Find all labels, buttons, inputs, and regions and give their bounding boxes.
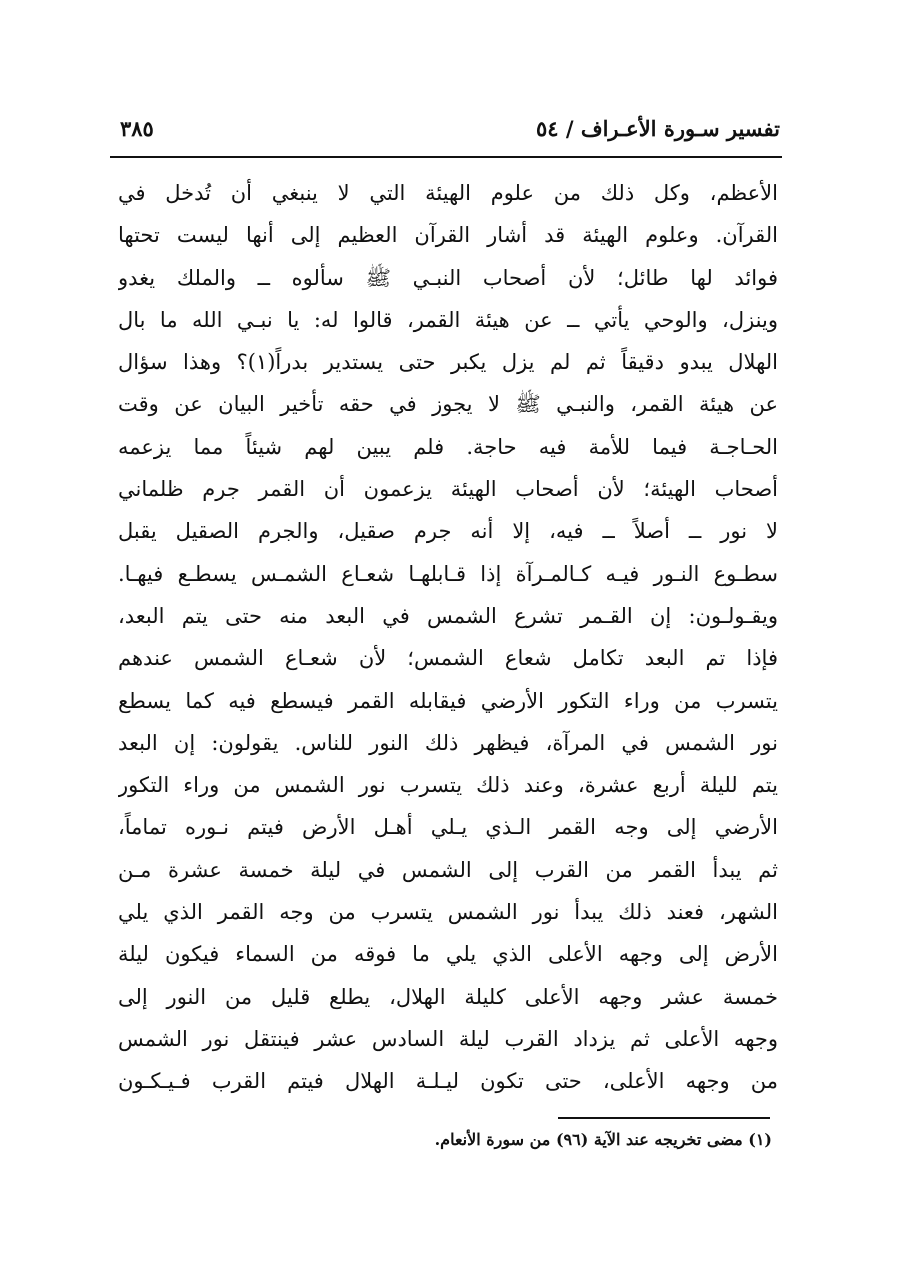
text-line: القرآن. وعلوم الهيئة قد أشار القرآن العظيم إلى أنها ليست تحتها <box>118 223 778 248</box>
text-line: فوائد لها طائل؛ لأن أصحاب النبـي ﷺ سألوه ــ والملك يغدو <box>118 265 778 290</box>
text-line: الشهر، فعند ذلك يبدأ نور الشمس يتسرب من وجه القمر الذي يلي <box>118 900 778 925</box>
text-line: يتسرب من وراء التكور الأرضي فيقابله القمر فيسطع فيه كما يسطع <box>118 688 778 713</box>
text-line: نور الشمس في المرآة، فيظهر ذلك النور للناس. يقولون: إن البعد <box>118 730 778 755</box>
running-header <box>110 112 780 152</box>
page-number: ٣٨٥ <box>120 116 154 141</box>
header-title: تفسير سـورة الأعـراف / ٥٤ <box>535 116 780 141</box>
footnote-rule <box>558 1117 770 1119</box>
text-line: وجهه الأعلى ثم يزداد القرب ليلة السادس عشر فينتقل نور الشمس <box>118 1026 778 1051</box>
text-line: ويقـولـون: إن القـمر تشرع الشمس في البعد منه حتى يتم البعد، <box>118 603 778 628</box>
text-line: الهلال يبدو دقيقاً ثم لم يزل يكبر حتى يستدير بدراً(١)؟ وهذا سؤال <box>118 350 778 375</box>
text-line: أصحاب الهيئة؛ لأن أصحاب الهيئة يزعمون أن القمر جرم ظلماني <box>118 477 778 502</box>
text-line: عن هيئة القمر، والنبـي ﷺ لا يجوز في حقه تأخير البيان عن وقت <box>118 392 778 417</box>
text-line: الأرض إلى وجهه الأعلى الذي يلي ما فوقه من السماء فيكون ليلة <box>118 942 778 967</box>
header-rule <box>110 156 782 158</box>
footnote: (١) مضى تخريجه عند الآية (٩٦) من سورة الأنعام. <box>434 1130 772 1149</box>
text-line: فإذا تم البعد تكامل شعاع الشمس؛ لأن شعـاع الشمس عندهم <box>118 646 778 671</box>
text-line: سطـوع النـور فيـه كـالمـرآة إذا قـابلهـا شعـاع الشمـس يسطـع فيهـا. <box>118 561 778 586</box>
text-line: من وجهه الأعلى، حتى تكون ليـلـة الهلال فيتم القرب فـيـكـون <box>118 1069 778 1094</box>
text-line: الأعظم، وكل ذلك من علوم الهيئة التي لا ينبغي أن تُدخل في <box>118 181 778 205</box>
text-line: وينزل، والوحي يأتي ــ عن هيئة القمر، قالوا له: يا نبـي الله ما بال <box>118 307 778 332</box>
text-line: الحـاجـة فيما للأمة فيه حاجة. فلم يبين لهم شيئاً مما يزعمه <box>118 434 778 459</box>
text-line: يتم لليلة أربع عشرة، وعند ذلك يتسرب نور الشمس من وراء التكور <box>118 773 778 798</box>
main-text <box>118 172 778 1103</box>
text-line: ثم يبدأ القمر من القرب إلى الشمس في ليلة خمسة عشرة مـن <box>118 857 778 882</box>
text-line: لا نور ــ أصلاً ــ فيه، إلا أنه جرم صقيل، والجرم الصقيل يقبل <box>118 519 778 544</box>
text-line: خمسة عشر وجهه الأعلى كليلة الهلال، يطلع قليل من النور إلى <box>118 984 778 1009</box>
text-line: الأرضي إلى وجه القمر الـذي يـلي أهـل الأرض فيتم نـوره تماماً، <box>118 815 778 840</box>
